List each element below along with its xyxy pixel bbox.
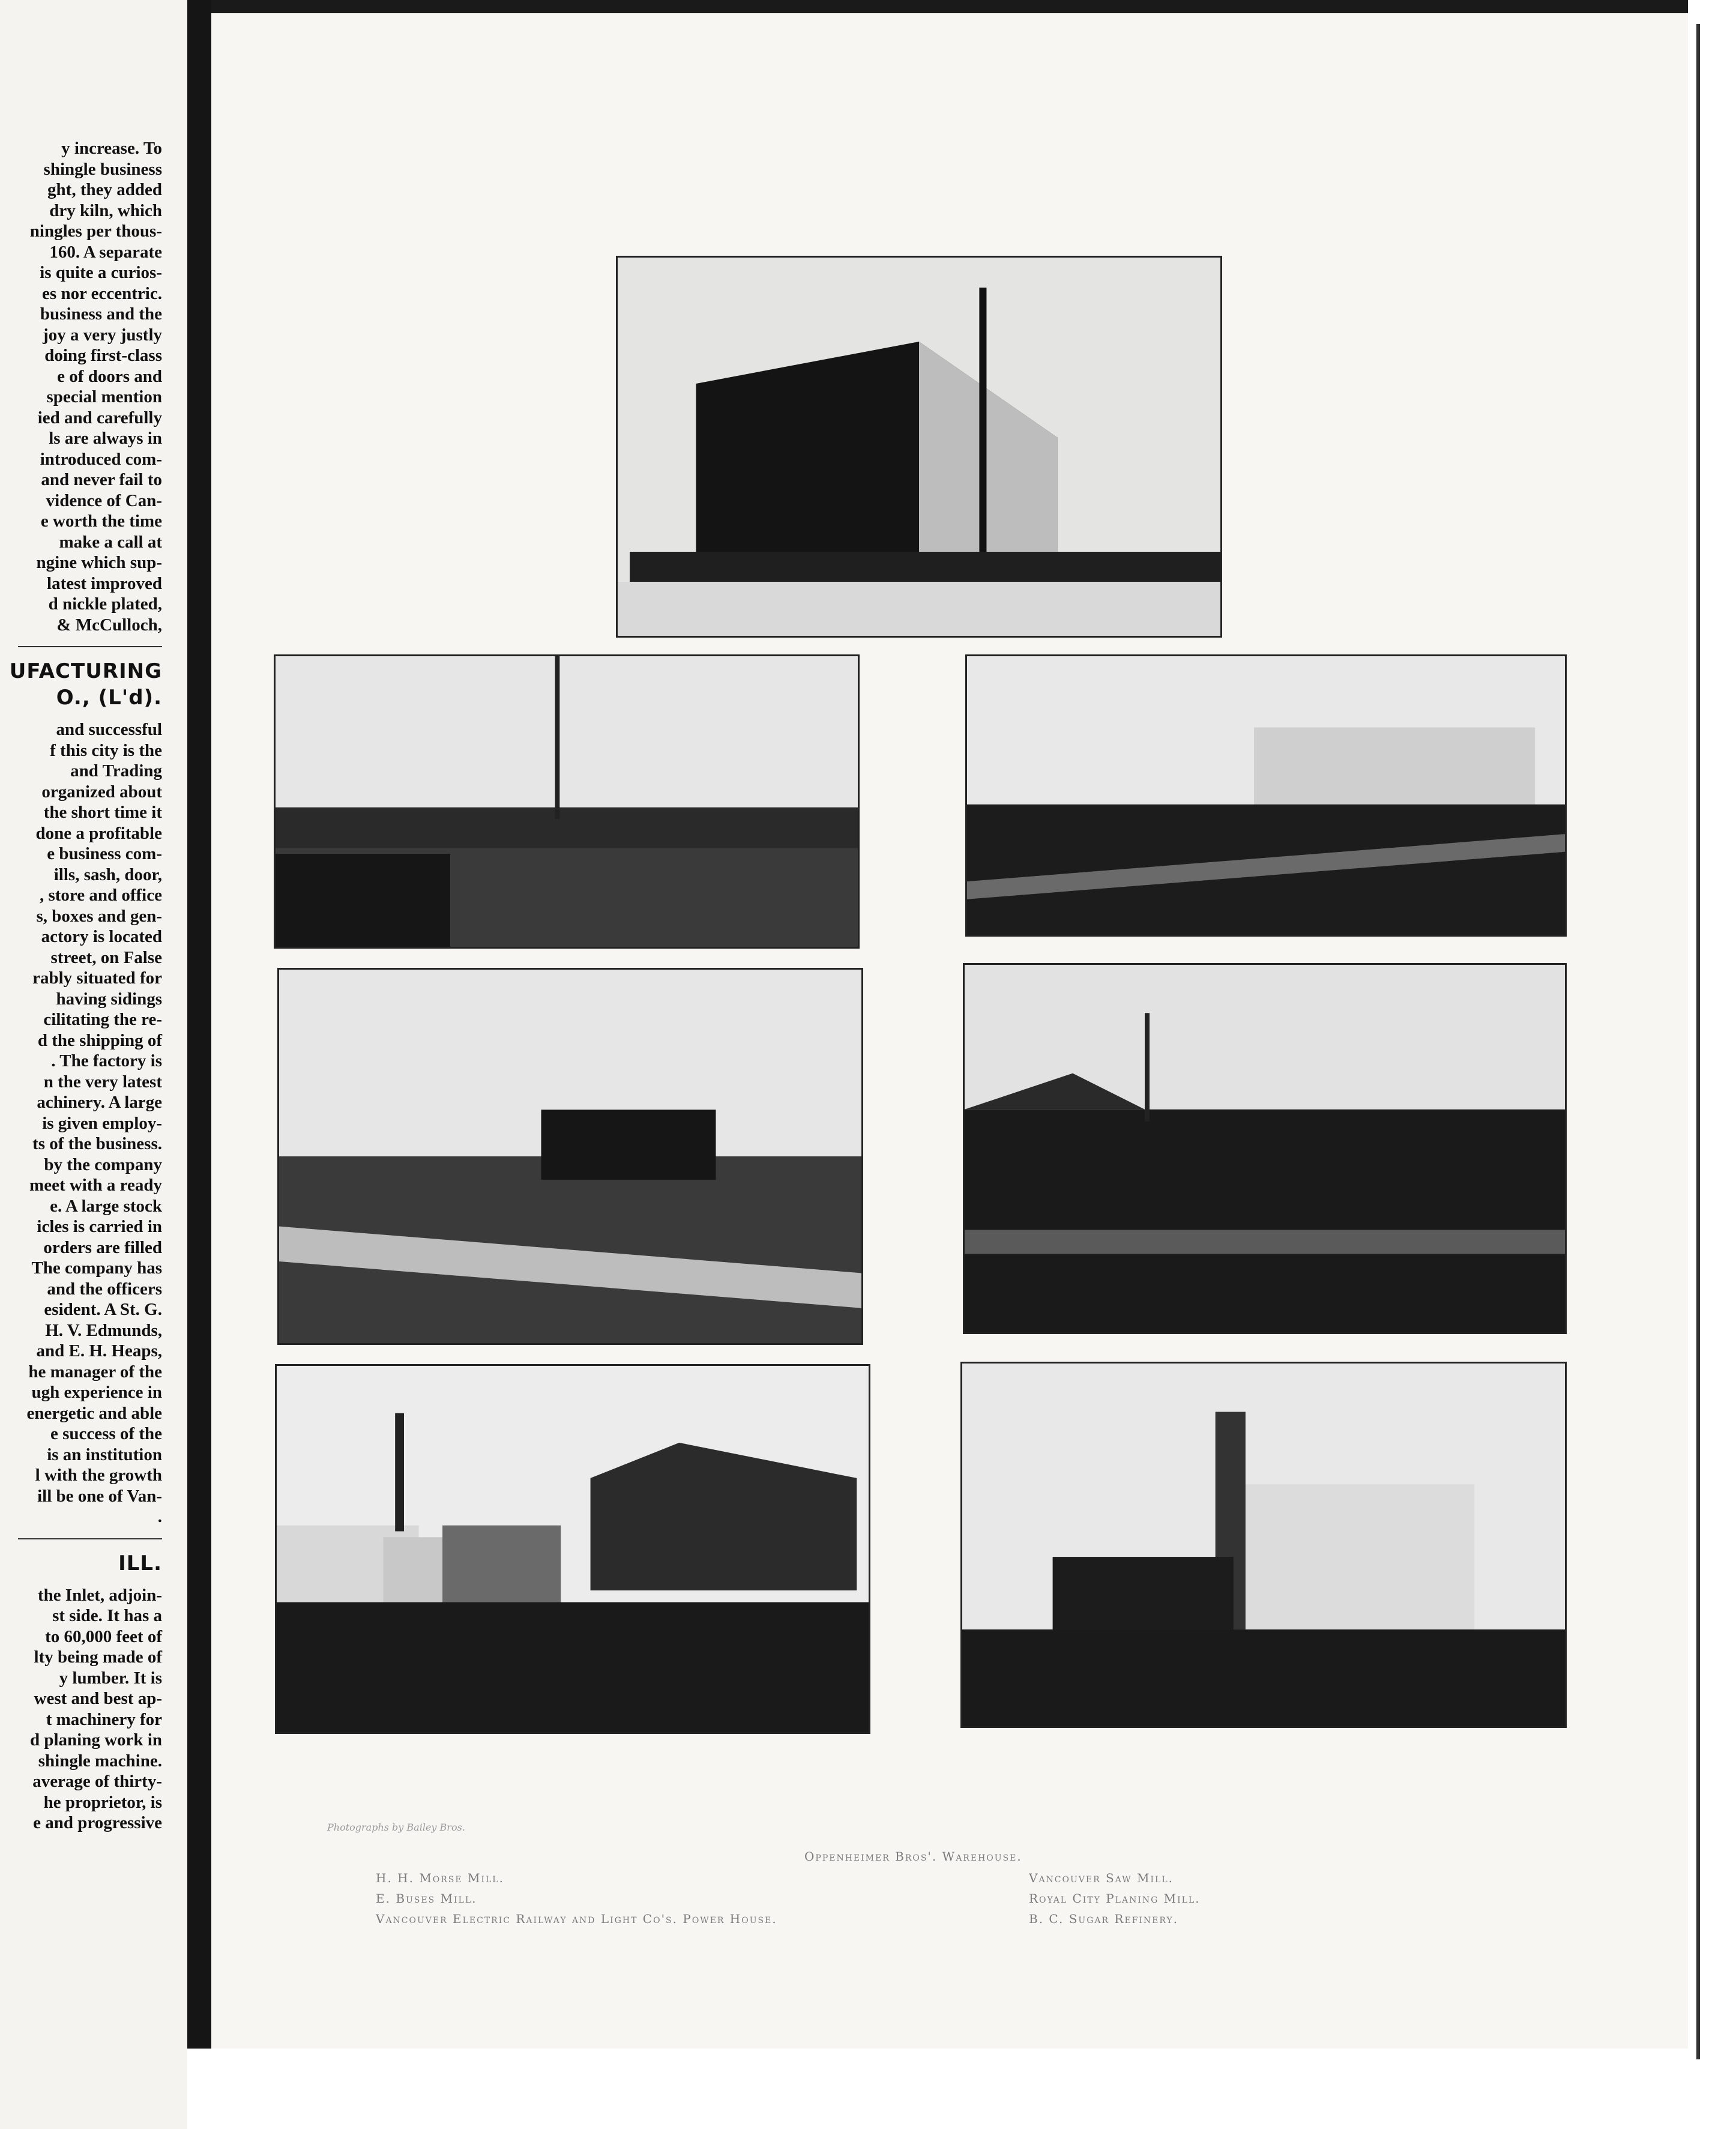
- left-text-line: is an institution: [47, 1445, 162, 1464]
- bottom-strip: [187, 2049, 1688, 2129]
- caption-hh-morse-mill: H. H. Morse Mill.: [376, 1871, 504, 1885]
- section-heading: ILL.: [118, 1551, 162, 1575]
- left-text-line: e of doors and: [57, 366, 162, 386]
- left-text-line: make a call at: [59, 532, 162, 552]
- left-text-line: ngine which sup-: [36, 553, 162, 572]
- photo-power-house: [275, 1364, 870, 1734]
- left-text-line: ts of the business.: [32, 1134, 162, 1153]
- left-text-line: and successful: [56, 720, 162, 739]
- left-text-line: ght, they added: [47, 180, 162, 199]
- left-text-line: by the company: [44, 1155, 162, 1174]
- right-page-edge: [1688, 0, 1736, 2129]
- section-rule: [18, 646, 162, 647]
- left-text-line: special mention: [46, 387, 162, 406]
- left-text-line: l with the growth: [35, 1466, 162, 1485]
- left-text-line: y increase. To: [61, 139, 162, 158]
- left-text-line: e business com-: [47, 844, 162, 863]
- left-text-line: west and best ap-: [34, 1689, 162, 1708]
- left-text-line: the Inlet, adjoin-: [37, 1585, 162, 1605]
- left-text-line: e success of the: [50, 1424, 162, 1443]
- left-text-line: average of thirty-: [32, 1772, 162, 1791]
- left-text-line: & McCulloch,: [56, 615, 162, 635]
- left-text-line: d planing work in: [29, 1730, 162, 1750]
- photo-credit: Photographs by Bailey Bros.: [327, 1822, 465, 1833]
- left-text-column: [0, 138, 162, 1834]
- left-text-line: 160. A separate: [49, 242, 162, 262]
- photo-royal-city-planing-mill: [963, 963, 1567, 1334]
- left-page: [0, 0, 187, 2129]
- left-text-line: st side. It has a: [52, 1606, 162, 1625]
- left-text-line: e. A large stock: [50, 1196, 162, 1216]
- left-text-line: ugh experience in: [31, 1383, 162, 1402]
- left-text-line: s, boxes and gen-: [36, 906, 162, 926]
- left-text-line: , store and office: [39, 886, 162, 905]
- left-text-line: the short time it: [43, 803, 162, 822]
- left-text-line: energetic and able: [26, 1403, 162, 1423]
- left-text-line: f this city is the: [50, 740, 162, 760]
- left-text-line: is given employ-: [42, 1113, 162, 1133]
- left-text-line: achinery. A large: [37, 1093, 162, 1112]
- left-text-line: organized about: [41, 782, 162, 802]
- left-text-line: to 60,000 feet of: [45, 1626, 162, 1646]
- left-text-line: meet with a ready: [29, 1176, 162, 1195]
- photo-vancouver-saw-mill: [965, 654, 1567, 937]
- left-text-line: and the officers: [47, 1279, 162, 1299]
- section-heading: O., (L'd).: [56, 686, 162, 710]
- section-heading: UFACTURING: [9, 659, 162, 683]
- left-text-line: d nickle plated,: [48, 594, 162, 614]
- left-text-line: having sidings: [56, 989, 162, 1009]
- left-text-line: t machinery for: [46, 1709, 162, 1729]
- left-text-line: . The factory is: [51, 1051, 162, 1071]
- left-text-line: and Trading: [70, 761, 162, 781]
- left-text-line: dry kiln, which: [49, 201, 162, 220]
- left-text-line: vidence of Can-: [46, 491, 162, 510]
- left-text-line: latest improved: [47, 573, 162, 593]
- photo-e-buses-mill: [277, 968, 863, 1345]
- left-text-line: ningles per thous-: [29, 222, 162, 241]
- left-text-line: and E. H. Heaps,: [36, 1341, 162, 1360]
- left-text-line: orders are filled: [43, 1237, 162, 1257]
- left-text-line: The company has: [31, 1258, 162, 1278]
- caption-vancouver-saw-mill: Vancouver Saw Mill.: [1029, 1871, 1174, 1885]
- caption-power-house: Vancouver Electric Railway and Light Co's. Power House.: [376, 1912, 777, 1926]
- left-text-line: joy a very justly: [43, 325, 162, 345]
- page-gutter: [187, 0, 211, 2129]
- left-text-line: shingle business: [43, 159, 162, 179]
- left-text-line: ls are always in: [49, 429, 162, 448]
- left-text-line: es nor eccentric.: [42, 283, 162, 303]
- left-text-line: .: [157, 1507, 162, 1526]
- left-text-line: he manager of the: [28, 1362, 162, 1382]
- left-text-line: doing first-class: [44, 346, 162, 365]
- left-text-line: introduced com-: [40, 449, 162, 469]
- left-text-line: icles is carried in: [37, 1217, 162, 1236]
- left-text-line: he proprietor, is: [43, 1792, 162, 1812]
- left-text-line: done a profitable: [35, 823, 162, 843]
- left-text-line: street, on False: [50, 947, 162, 967]
- photo-hh-morse-mill: [274, 654, 860, 949]
- left-text-line: H. V. Edmunds,: [45, 1320, 162, 1340]
- left-text-line: lty being made of: [34, 1647, 162, 1667]
- caption-bc-sugar-refinery: B. C. Sugar Refinery.: [1029, 1912, 1179, 1926]
- left-text-line: e worth the time: [40, 512, 162, 531]
- left-text-line: rably situated for: [32, 968, 162, 988]
- caption-oppenheimer-warehouse: Oppenheimer Bros'. Warehouse.: [804, 1849, 1022, 1864]
- section-rule: [18, 1538, 162, 1539]
- left-text-line: ied and carefully: [37, 408, 162, 427]
- photo-bc-sugar-refinery: [960, 1362, 1567, 1728]
- left-text-line: n the very latest: [43, 1072, 162, 1092]
- photo-oppenheimer-warehouse: [616, 256, 1222, 638]
- left-text-line: shingle machine.: [38, 1751, 162, 1771]
- left-text-line: e and progressive: [33, 1813, 162, 1832]
- left-text-line: business and the: [40, 304, 162, 324]
- left-text-line: esident. A St. G.: [44, 1300, 162, 1319]
- left-text-line: is quite a curios-: [40, 263, 162, 282]
- left-text-line: d the shipping of: [37, 1030, 162, 1050]
- left-text-line: and never fail to: [41, 470, 162, 489]
- left-text-line: ill be one of Van-: [37, 1486, 162, 1506]
- caption-royal-city-planing-mill: Royal City Planing Mill.: [1029, 1891, 1201, 1906]
- left-text-line: y lumber. It is: [59, 1668, 162, 1688]
- caption-e-buses-mill: E. Buses Mill.: [376, 1891, 477, 1906]
- left-text-line: cilitating the re-: [43, 1010, 162, 1029]
- left-text-line: ills, sash, door,: [53, 865, 162, 884]
- left-text-line: actory is located: [41, 927, 162, 946]
